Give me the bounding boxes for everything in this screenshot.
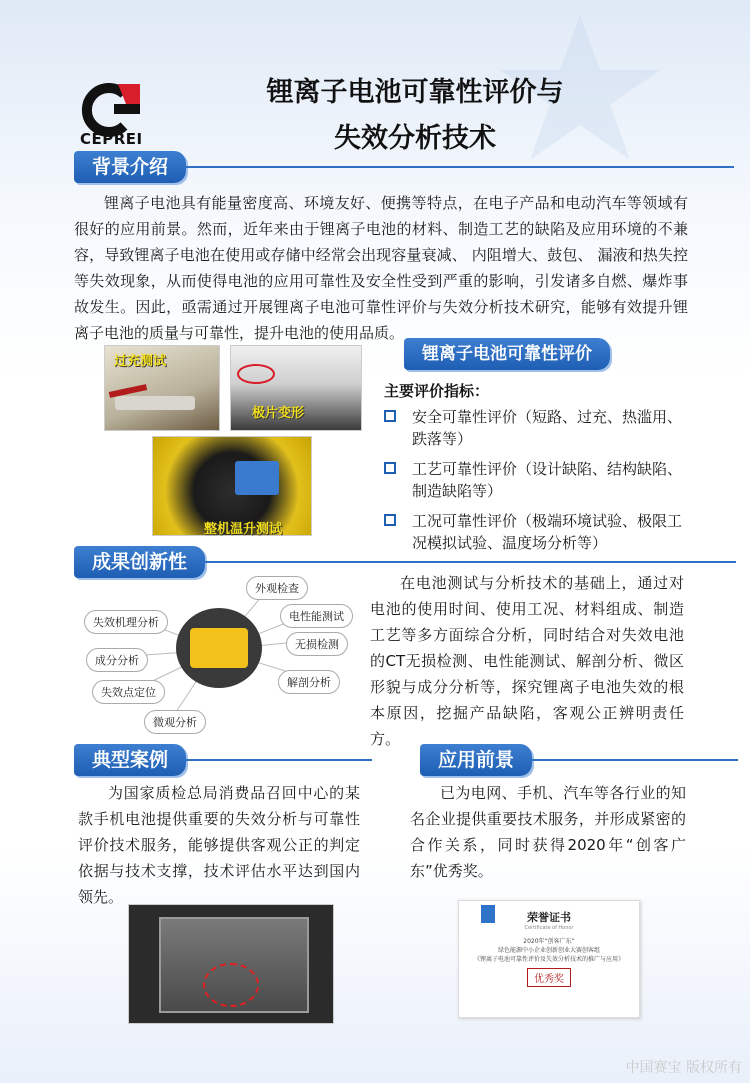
honor-certificate xyxy=(458,900,640,1018)
list-item: 安全可靠性评价（短路、过充、热滥用、跌落等） xyxy=(382,406,682,450)
checkbox-icon xyxy=(384,410,396,422)
diagram-label: 解剖分析 xyxy=(278,670,340,694)
section-divider xyxy=(172,759,372,761)
section-divider xyxy=(518,759,738,761)
failure-analysis-diagram xyxy=(82,572,352,732)
certificate-title: 荣誉证书 xyxy=(527,911,571,924)
evaluation-list xyxy=(382,406,682,562)
checkbox-icon xyxy=(384,462,396,474)
photo-label-thermal: 整机温升测试 xyxy=(204,522,283,537)
logo-text: CEPREI xyxy=(80,130,143,148)
section-tag-background: 背景介绍 xyxy=(74,151,186,183)
diagram-label: 失效点定位 xyxy=(92,680,165,704)
diagram-label: 成分分析 xyxy=(86,648,148,672)
photo-label-overcharge: 过充测试 xyxy=(114,354,167,369)
certificate-subtitle: Certificate of Honor xyxy=(524,925,574,931)
diagram-label: 外观检查 xyxy=(246,576,308,600)
certificate-award: 优秀奖 xyxy=(527,968,571,987)
photo-label-deformation: 极片变形 xyxy=(252,406,305,421)
application-paragraph: 已为电网、手机、汽车等各行业的知名企业提供重要技术服务，并形成紧密的合作关系，同时获得2020年“创客广东”优秀奖。 xyxy=(410,784,686,880)
innovation-paragraph: 在电池测试与分析技术的基础上，通过对电池的使用时间、使用工况、材料组成、制造工艺等多方面综合分析，同时结合对失效电池的CT无损检测、电性能测试、解剖分析、微区形貌与成分分析等，探究锂离子电池失效的根本原因，挖掘产品缺陷，客观公正辨明责任方。 xyxy=(370,574,684,748)
section-tag-reliability: 锂离子电池可靠性评价 xyxy=(404,338,610,370)
section-divider xyxy=(196,561,736,563)
xray-phone-battery-photo xyxy=(128,904,334,1024)
section-tag-application: 应用前景 xyxy=(420,744,532,776)
section-divider xyxy=(174,166,734,168)
title-line-2: 失效分析技术 xyxy=(334,123,496,154)
title-line-1: 锂离子电池可靠性评价与 xyxy=(266,77,564,108)
checkbox-icon xyxy=(384,514,396,526)
diagram-label: 电性能测试 xyxy=(280,604,353,628)
case-paragraph: 为国家质检总局消费品召回中心的某款手机电池提供重要的失效分析与可靠性评价技术服务，能够提供客观公正的判定依据与技术支撑，技术评估水平达到国内领先。 xyxy=(78,784,360,906)
section-tag-innovation: 成果创新性 xyxy=(74,546,205,578)
background-paragraph: 锂离子电池具有能量密度高、环境友好、便携等特点，在电子产品和电动汽车等领域有很好的应用前景。然而，近年来由于锂离子电池的材料、制造工艺的缺陷及应用环境的不兼容，导致锂离子电池在使用或存储中经常会出现容量衰减、 内阻增大、鼓包、 漏液和热失控等失效现象，从而使得电池的应用可靠性及安全性受到严重的影响，引发诸多自燃、爆炸事故发生。因此，亟需通过开展锂离子电池可靠性评价与失效分析技术研究，能够有效提升锂离子电池的质量与可靠性，提升电池的使用品质。 xyxy=(74,194,688,342)
diagram-label: 失效机理分析 xyxy=(84,610,168,634)
list-item: 工况可靠性评价（极端环境试验、极限工况模拟试验、温度场分析等） xyxy=(382,510,682,554)
page-title xyxy=(200,70,630,162)
evaluation-indicators-heading: 主要评价指标： xyxy=(384,382,490,400)
battery-image xyxy=(176,608,262,688)
certificate-lines: 2020年“创客广东” 绿色能源中小企业创新创业大赛创客组 《锂离子电池可靠性评价及失效分析技术的推广与应用》 xyxy=(473,938,624,963)
diagram-label: 微观分析 xyxy=(144,710,206,734)
copyright-footer: 中国赛宝 版权所有 xyxy=(625,1060,742,1076)
section-tag-case: 典型案例 xyxy=(74,744,186,776)
list-item: 工艺可靠性评价（设计缺陷、结构缺陷、制造缺陷等） xyxy=(382,458,682,502)
diagram-label: 无损检测 xyxy=(286,632,348,656)
